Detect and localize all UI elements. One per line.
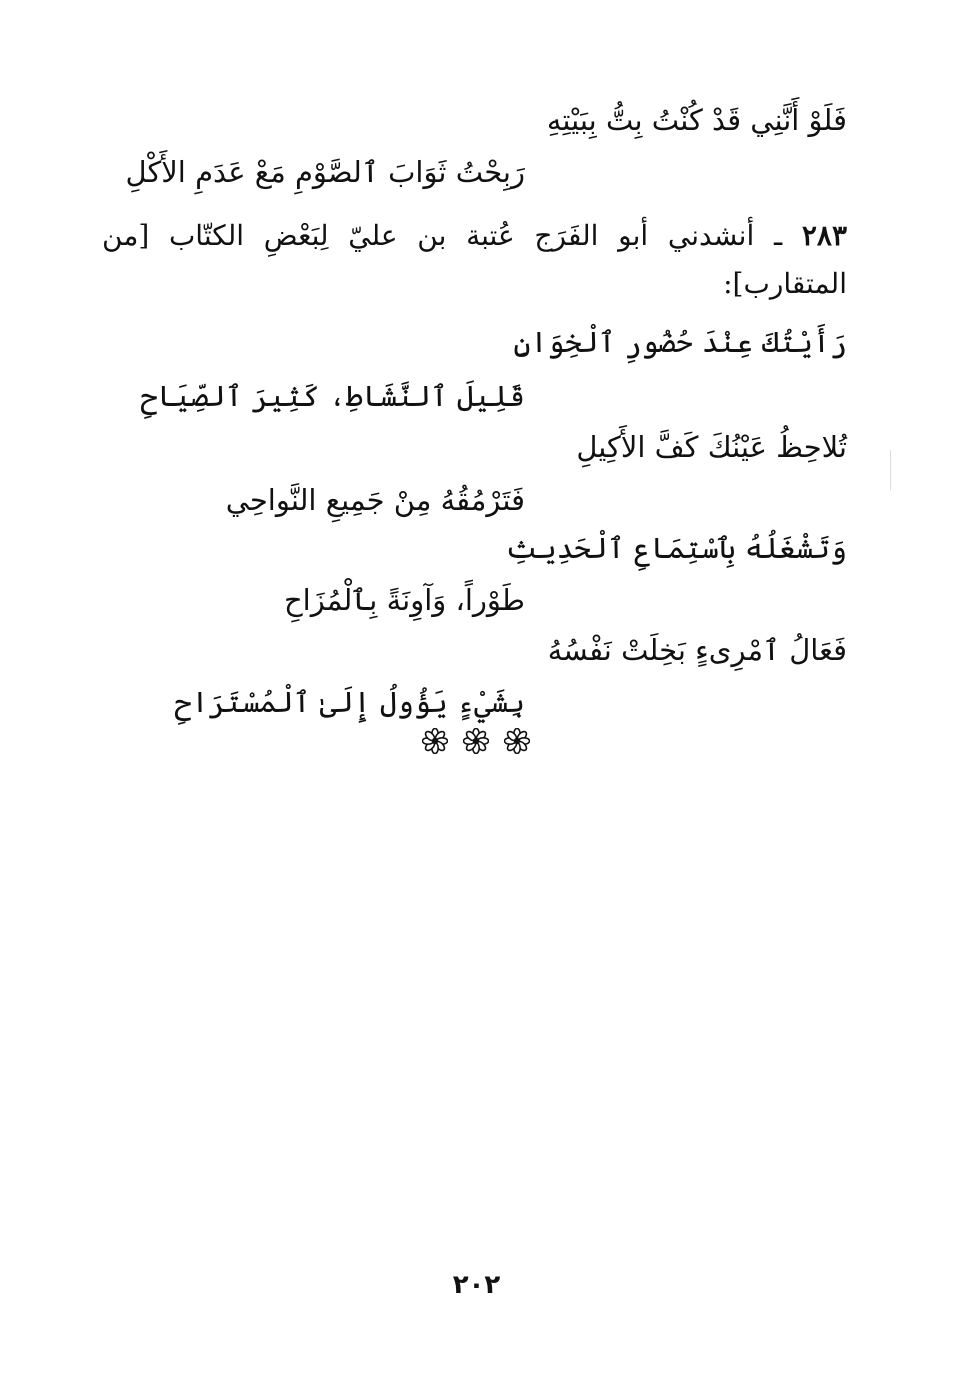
- poem2-verse3-second: طَوْراً، وَآوِنَةً بِٱلْمُزَاحِ: [283, 583, 525, 617]
- entry-text: ـ أنشدني أبو الفَرَج عُتبة بن عليّ لِبَعْضِ الكتّاب [من المتقارب]:: [102, 219, 847, 300]
- poem2-verse4-second: بِشَيْءٍ يَؤُولُ إِلَىٰ ٱلْمُسْتَرَاحِ: [174, 685, 525, 719]
- poem2-verse2-first: تُلاحِظُ عَيْنُكَ كَفَّ الأَكِيلِ: [576, 430, 847, 464]
- poem1-line2: رَبِحْتُ ثَوَابَ ٱلصَّوْمِ مَعْ عَدَمِ الأَكْلِ: [125, 155, 525, 189]
- poem1-line1: فَلَوْ أَنَّنِي قَدْ كُنْتُ بِتُّ بِبَيْتِهِ: [546, 103, 847, 137]
- poem2-verse3-first: وَتَشْغَلُهُ بِٱسْتِمَاعِ ٱلْحَدِيثِ: [505, 531, 847, 565]
- page-number: ٢٠٢: [452, 1270, 501, 1300]
- flower-ornament-icon: [422, 728, 448, 754]
- poem2-verse1-second: قَلِيلَ ٱلنَّشَاطِ، كَثِيرَ ٱلصِّيَاحِ: [140, 379, 525, 413]
- section-divider: [422, 726, 530, 756]
- flower-ornament-icon: [463, 728, 489, 754]
- poem2-verse1-first: رَأَيْتُكَ عِنْدَ حُضُورِ ٱلْخِوَانِ: [513, 325, 847, 359]
- scan-margin-mark: [890, 450, 891, 490]
- flower-ornament-icon: [504, 728, 530, 754]
- entry-paragraph: [102, 212, 847, 308]
- poem2-verse4-first: فَعَالُ ٱمْرِىءٍ بَخِلَتْ نَفْسُهُ: [547, 633, 847, 667]
- entry-number: ٢٨٣: [801, 219, 847, 252]
- poem2-verse2-second: فَتَرْمُقُهُ مِنْ جَمِيعِ النَّواحِي: [225, 483, 525, 517]
